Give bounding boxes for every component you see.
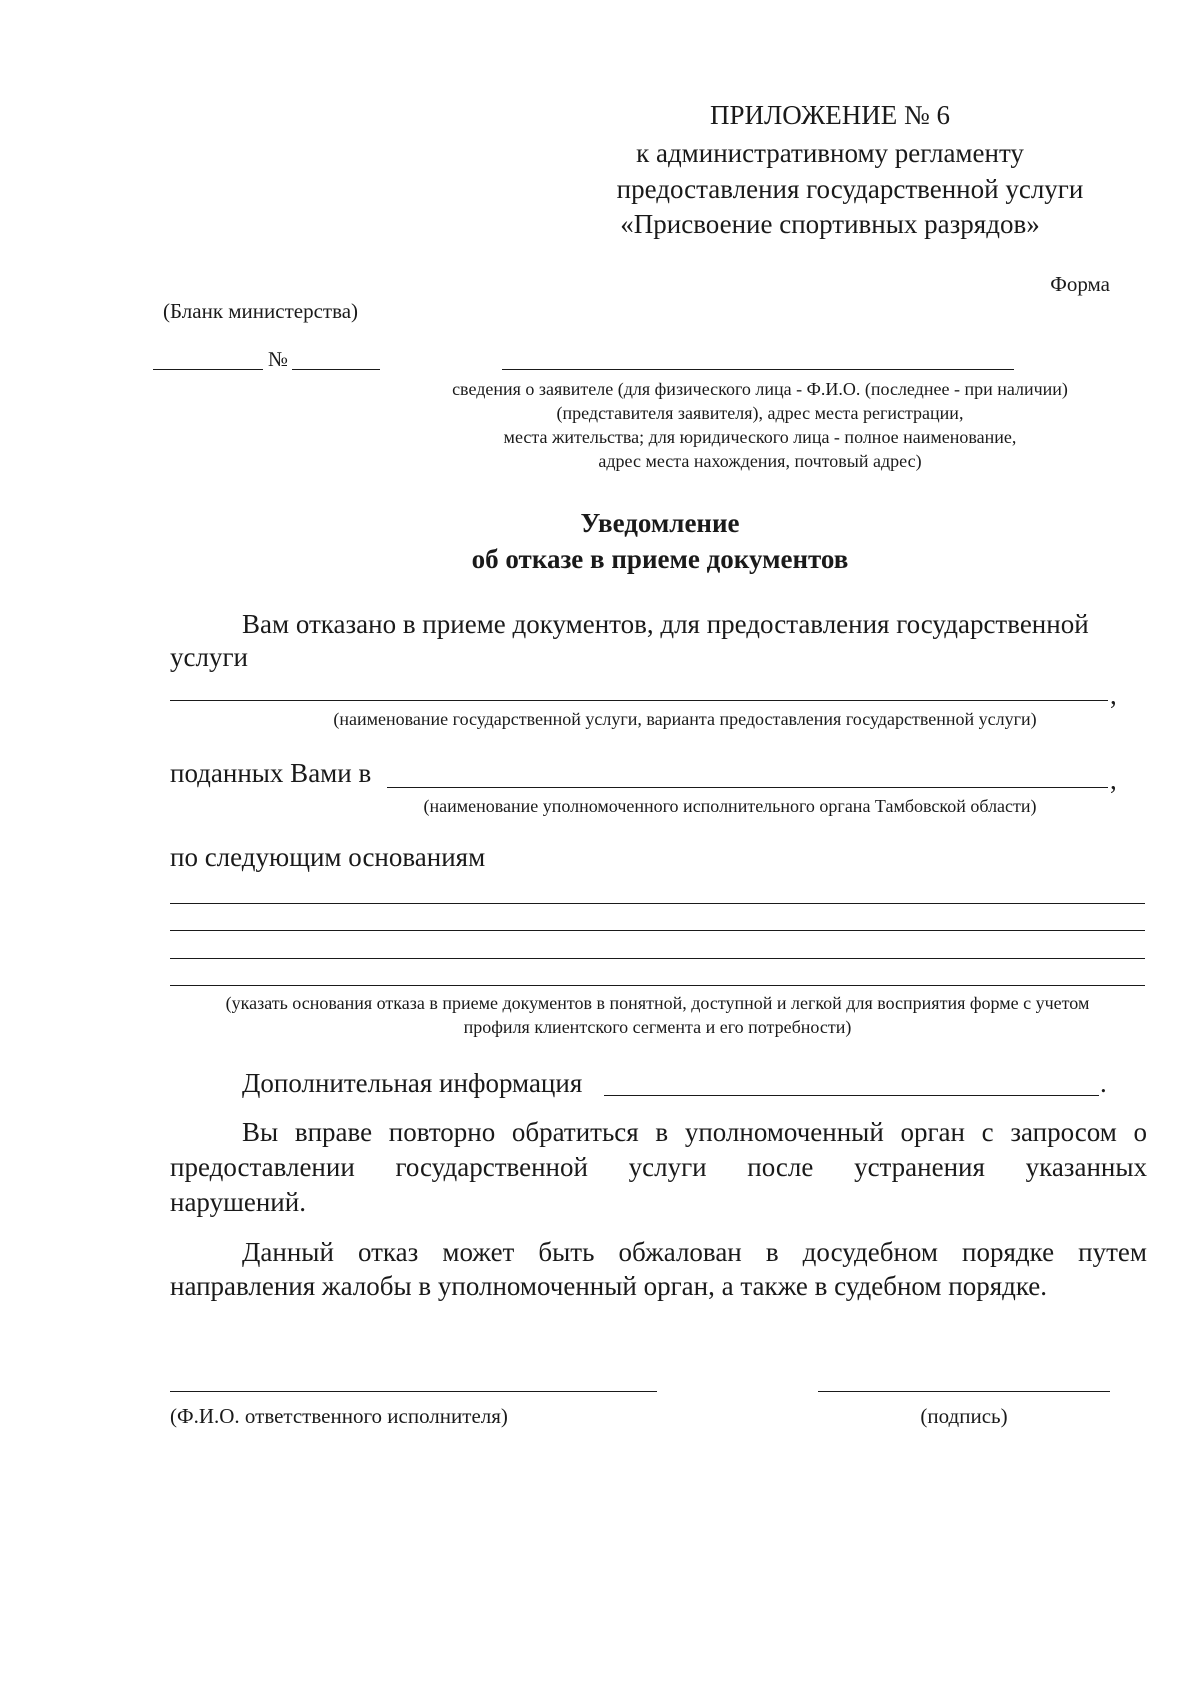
grounds-line-1 [170,903,1145,904]
grounds-caption-line-2: профиля клиентского сегмента и его потребности) [463,1017,852,1037]
additional-info-label: Дополнительная информация [242,1068,583,1098]
name-signature-line [170,1391,657,1392]
organ-caption: (наименование уполномоченного исполнительного органа Тамбовской области) [423,796,1037,816]
submitted-label: поданных Вами в [170,758,372,788]
signature-line [818,1391,1110,1392]
repeat-paragraph-line-3: нарушений. [170,1187,306,1217]
service-caption: (наименование государственной услуги, варианта предоставления государственной услуги) [333,709,1037,729]
header-line-2: предоставления государственной услуги [616,174,1084,204]
grounds-line-4 [170,985,1145,986]
date-line [153,369,263,370]
additional-info-period: . [1100,1068,1107,1098]
repeat-paragraph-line-2: предоставлении государственной услуги после устранения указанных [170,1152,1147,1182]
blank-label: (Бланк министерства) [163,299,359,323]
repeat-paragraph-line-1: Вы вправе повторно обратиться в уполномоченный орган с запросом о [242,1117,1147,1147]
grounds-label: по следующим основаниям [170,842,486,872]
appeal-paragraph-line-1: Данный отказ может быть обжалован в досудебном порядке путем [242,1237,1147,1267]
document-title-line-1: Уведомление [580,508,740,538]
service-name-line [170,700,1108,701]
additional-info-line [604,1095,1099,1096]
appendix-title: ПРИЛОЖЕНИЕ № 6 [709,100,951,130]
refusal-paragraph-line-1: Вам отказано в приеме документов, для предоставления государственной [242,609,1089,639]
service-comma: , [1110,680,1117,710]
applicant-caption-line-3: места жительства; для юридического лица - полное наименование, [503,427,1017,447]
number-line [292,369,380,370]
refusal-paragraph-line-2: услуги [170,642,248,672]
signature-caption: (подпись) [920,1404,1008,1428]
name-caption: (Ф.И.О. ответственного исполнителя) [170,1404,508,1428]
grounds-line-2 [170,930,1145,931]
grounds-line-3 [170,958,1145,959]
applicant-caption-line-4: адрес места нахождения, почтовый адрес) [598,451,922,471]
number-sign: № [268,347,289,371]
organ-name-line [387,787,1108,788]
applicant-line [502,369,1014,370]
applicant-caption-line-1: сведения о заявителе (для физического лица - Ф.И.О. (последнее - при наличии) [452,379,1068,399]
applicant-caption-line-2: (представителя заявителя), адрес места регистрации, [556,403,964,423]
appeal-paragraph-line-2: направления жалобы в уполномоченный орган, а также в судебном порядке. [170,1271,1048,1301]
form-label: Форма [1050,272,1110,296]
organ-comma: , [1110,765,1117,795]
document-title-line-2: об отказе в приеме документов [471,544,849,574]
header-line-1: к административному регламенту [636,138,1024,168]
grounds-caption-line-1: (указать основания отказа в приеме документов в понятной, доступной и легкой для восприятия форме с учетом [225,993,1090,1013]
header-line-3: «Присвоение спортивных разрядов» [620,209,1040,239]
